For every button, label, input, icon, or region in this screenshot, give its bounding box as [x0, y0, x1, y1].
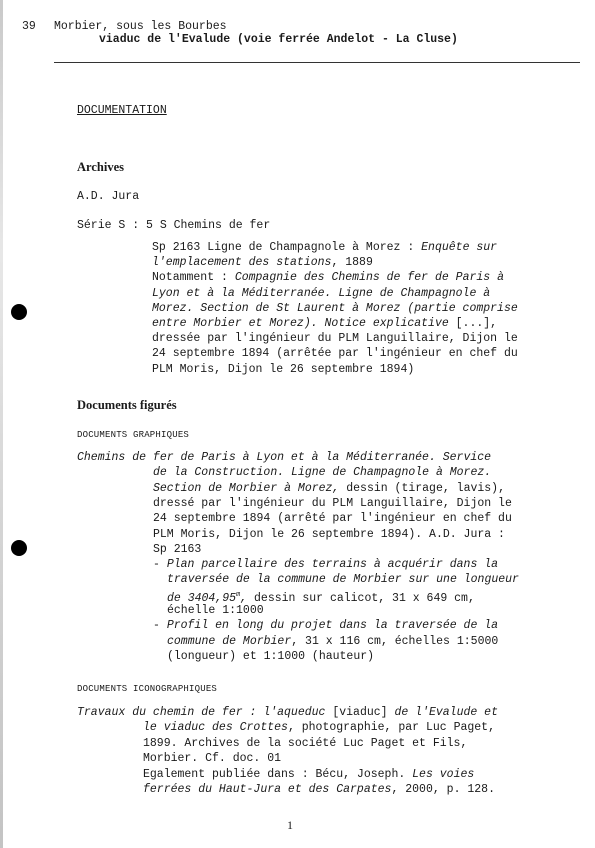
- footer-page-number: 1: [287, 818, 293, 832]
- italic-segment: Travaux du chemin de fer : l'aqueduc: [77, 706, 326, 719]
- text-segment: Morbier. Cf. doc. 01: [143, 752, 282, 766]
- text-segment: , 2000, p. 128.: [391, 783, 495, 796]
- text-segment: PLM Moris, Dijon le 26 septembre 1894): [152, 362, 415, 376]
- italic-segment: Profil en long du projet dans la traversée de la: [166, 619, 499, 633]
- text-segment: 1899. Archives de la société Luc Paget et Fils,: [143, 736, 468, 750]
- text-line: [143, 736, 467, 751]
- text-segment: PLM Moris, Dijon le 26 septembre 1894). A.D. Jura :: [153, 527, 505, 541]
- italic-segment: Enquête sur: [421, 241, 498, 254]
- text-segment: , photographie, par Luc Paget,: [287, 721, 495, 735]
- text-line: [152, 240, 497, 255]
- text-segment: -: [153, 619, 167, 633]
- italic-segment: Plan parcellaire des terrains à acquérir dans la: [166, 558, 499, 572]
- italic-segment: Morez. Section de St Laurent à Morez (partie comprise: [152, 301, 518, 315]
- text-segment: échelle 1:1000: [167, 604, 264, 617]
- italic-segment: ,: [240, 591, 248, 605]
- italic-segment: traversée de la commune de Morbier sur une longueur: [167, 573, 519, 587]
- italic-segment: de l'Evalude et: [394, 706, 498, 719]
- italic-segment: entre Morbier et Morez). Notice explicative: [152, 317, 449, 330]
- text-segment: Sp 2163: [153, 542, 202, 556]
- italic-segment: de la Construction. Ligne de Champagnole à Morez.: [153, 466, 492, 480]
- binder-hole-top: [11, 304, 27, 320]
- text-segment: 24 septembre 1894 (arrêtée par l'ingénieur en chef du: [152, 347, 518, 361]
- italic-segment: Compagnie des Chemins de fer de Paris à: [234, 271, 504, 285]
- text-line: [152, 286, 490, 301]
- text-segment: dressée par l'ingénieur du PLM Languillaire, Dijon le: [152, 332, 518, 346]
- text-line: [152, 316, 497, 331]
- archives-series: Série S : 5 S Chemins de fer: [77, 219, 271, 232]
- header-rule: [54, 62, 580, 63]
- text-line: [153, 511, 512, 526]
- documents-graphiques-label: DOCUMENTS GRAPHIQUES: [77, 430, 190, 440]
- italic-segment: commune de Morbier: [167, 634, 292, 648]
- text-segment: -: [153, 558, 167, 572]
- scan-edge: [0, 0, 3, 848]
- text-line: [153, 542, 201, 557]
- documents-iconographiques-label: DOCUMENTS ICONOGRAPHIQUES: [77, 684, 218, 694]
- text-line: [152, 362, 414, 377]
- text-line: [77, 450, 491, 465]
- text-line: [153, 527, 505, 542]
- binder-hole-bottom: [11, 540, 27, 556]
- text-segment: Notamment :: [152, 271, 235, 285]
- text-line: [152, 255, 373, 270]
- text-line: [167, 634, 498, 649]
- text-line: [153, 481, 505, 496]
- italic-segment: de 3404,95: [167, 591, 237, 605]
- text-segment: , 1889: [331, 256, 373, 270]
- text-line: [77, 705, 498, 720]
- text-segment: dressé par l'ingénieur du PLM Languillaire, Dijon le: [153, 496, 512, 510]
- section-title: DOCUMENTATION: [77, 104, 167, 117]
- italic-segment: m: [236, 590, 241, 599]
- text-line: [167, 649, 374, 664]
- italic-segment: Lyon et à la Méditerranée. Ligne de Champagnole à: [152, 286, 491, 300]
- text-segment: Egalement publiée dans : Bécu, Joseph.: [143, 767, 413, 781]
- italic-segment: l'emplacement des stations: [152, 256, 332, 270]
- text-line: [152, 346, 518, 361]
- text-segment: dessin (tirage, lavis),: [339, 481, 505, 495]
- italic-segment: Chemins de fer de Paris à Lyon et à la Méditerranée. Service: [77, 451, 492, 464]
- text-line: [152, 331, 518, 346]
- text-line: [143, 767, 474, 782]
- documents-figures-heading: Documents figurés: [77, 398, 177, 412]
- italic-segment: Section de Morbier à Morez,: [153, 481, 340, 495]
- text-line: [143, 720, 495, 735]
- text-line: [167, 572, 519, 587]
- text-line: [167, 603, 264, 618]
- text-line: [153, 465, 491, 480]
- text-line: [153, 496, 512, 511]
- text-line: [153, 618, 498, 633]
- text-line: [143, 782, 495, 797]
- archives-heading: Archives: [77, 160, 124, 174]
- italic-segment: Les voies: [412, 767, 475, 781]
- text-segment: , 31 x 116 cm, échelles 1:5000: [291, 634, 499, 648]
- italic-segment: ferrées du Haut-Jura et des Carpates: [143, 783, 392, 796]
- text-line: [143, 751, 281, 766]
- text-segment: (longueur) et 1:1000 (hauteur): [167, 649, 375, 663]
- text-segment: [...],: [448, 317, 498, 330]
- header-line1: Morbier, sous les Bourbes: [54, 20, 227, 33]
- archives-repository: A.D. Jura: [77, 190, 140, 203]
- italic-segment: le viaduc des Crottes: [143, 721, 288, 735]
- text-line: [153, 557, 498, 572]
- header-line2: viaduc de l'Evalude (voie ferrée Andelot - La Cluse): [99, 33, 458, 46]
- text-line: [152, 301, 518, 316]
- text-line: [152, 270, 504, 285]
- text-segment: [viaduc]: [325, 706, 395, 719]
- text-segment: 24 septembre 1894 (arrêté par l'ingénieur en chef du: [153, 512, 512, 526]
- text-segment: Sp 2163 Ligne de Champagnole à Morez :: [152, 241, 422, 254]
- text-segment: dessin sur calicot, 31 x 649 cm,: [247, 591, 475, 605]
- header-page-number: 39: [22, 20, 36, 33]
